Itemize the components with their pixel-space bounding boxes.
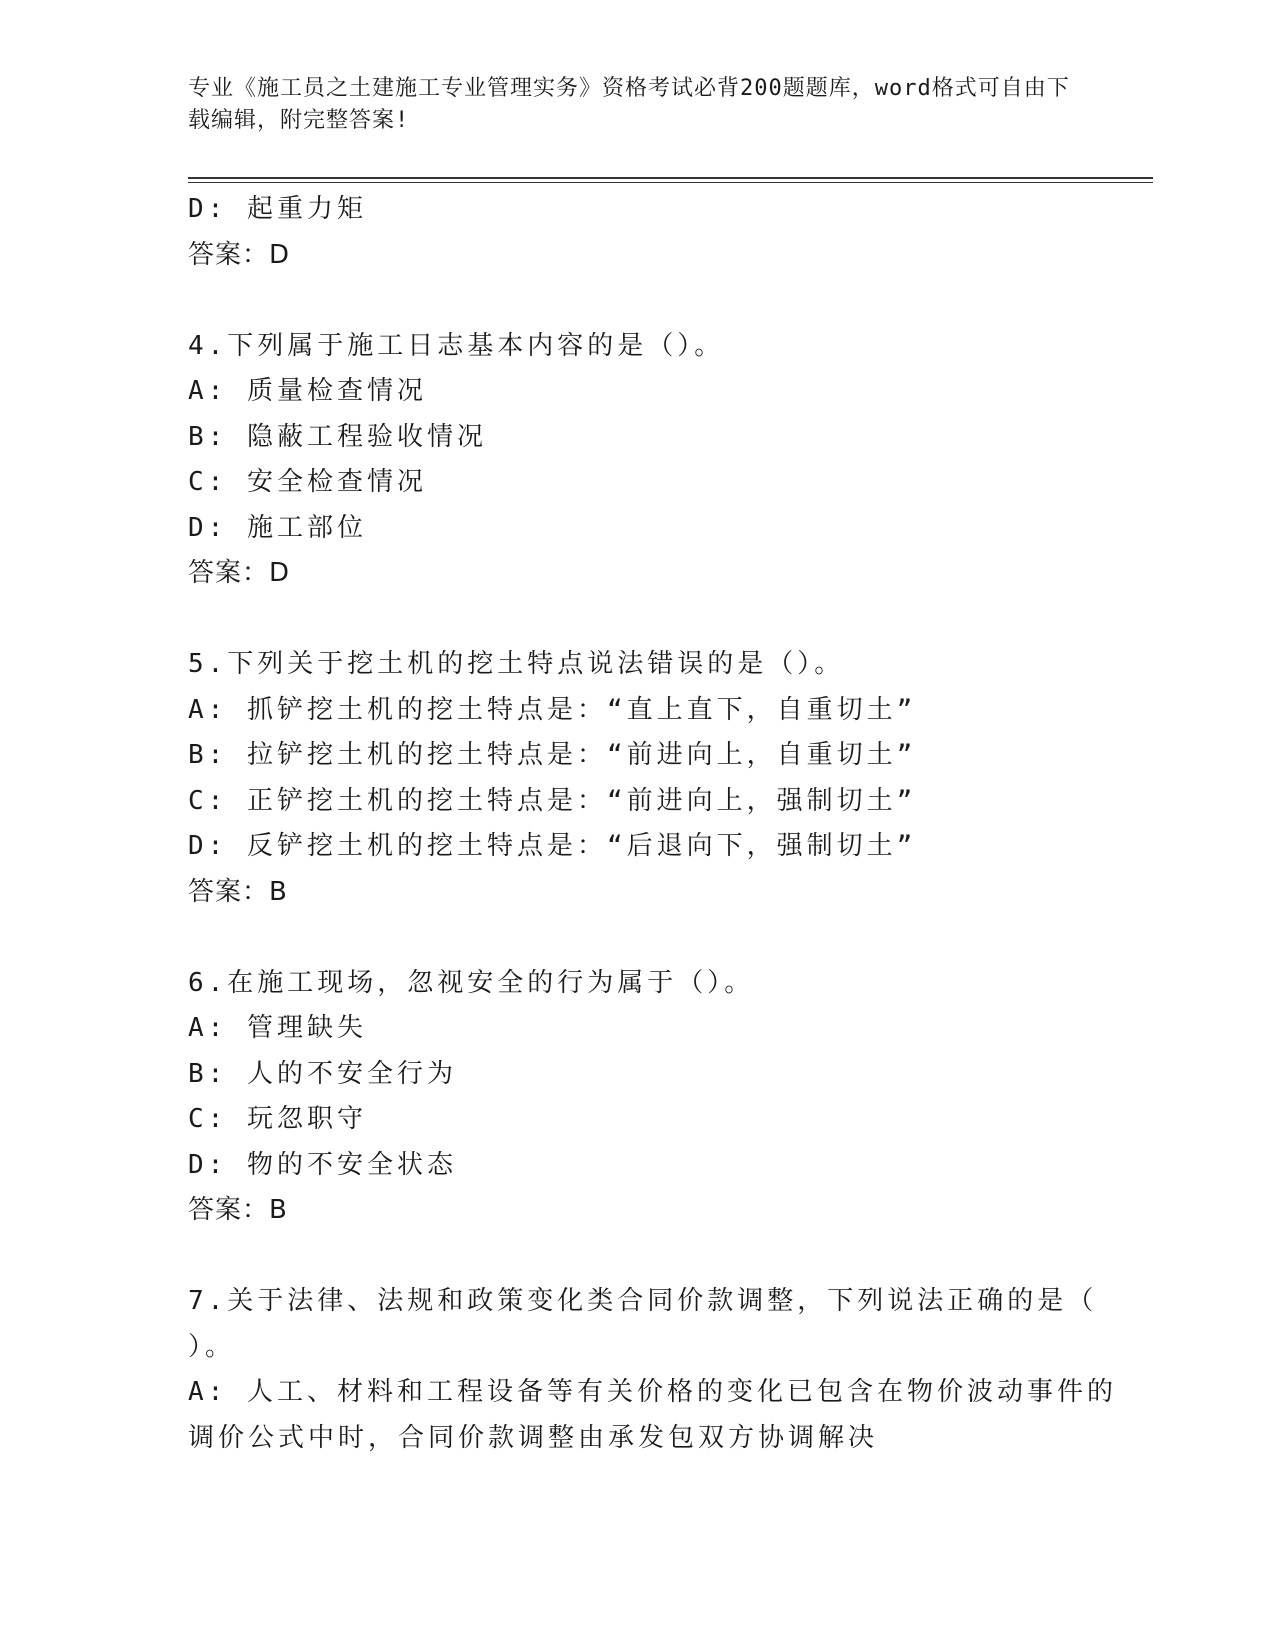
question-7 [188, 1279, 1117, 1461]
option-d: D: 起重力矩 [188, 194, 367, 224]
option-a: A: 管理缺失 [188, 1013, 367, 1043]
option-b: B: 隐蔽工程验收情况 [188, 421, 487, 452]
option-a: A: 质量检查情况 [188, 376, 427, 406]
option-b: B: 人的不安全行为 [188, 1058, 457, 1089]
spacer [188, 915, 1068, 961]
spacer [188, 278, 1068, 324]
document-body [188, 187, 1117, 1461]
option-c: C: 正铲挖土机的挖土特点是：“前进向上，强制切土” [188, 785, 917, 816]
document-header [188, 73, 1078, 137]
question-stem: 5.下列关于挖土机的挖土特点说法错误的是（）。 [188, 649, 845, 679]
header-title: 专业《施工员之土建施工专业管理实务》资格考试必背200题题库，word格式可自由下载编辑，附完整答案! [188, 76, 1070, 133]
option-d: D: 施工部位 [188, 512, 367, 543]
option-d: D: 反铲挖土机的挖土特点是：“后退向下，强制切土” [188, 831, 917, 861]
option-a: A: 抓铲挖土机的挖土特点是：“直上直下，自重切土” [188, 694, 917, 725]
question-4 [188, 324, 1068, 597]
option-c: C: 玩忽职守 [188, 1104, 367, 1134]
option-c: C: 安全检查情况 [188, 467, 427, 497]
option-a-line-2: 调价公式中时，合同价款调整由承发包双方协调解决 [188, 1422, 879, 1453]
question-stem: 4.下列属于施工日志基本内容的是（）。 [188, 330, 725, 361]
question-stem-line-1: 7.关于法律、法规和政策变化类合同价款调整，下列说法正确的是（ [188, 1286, 1098, 1316]
answer-line: 答案：D [188, 239, 291, 270]
answer-line: 答案：B [188, 1195, 288, 1225]
answer-line: 答案：B [188, 876, 288, 907]
question-stem-line-2: ）。 [188, 1331, 236, 1362]
spacer [188, 1234, 1068, 1280]
header-divider [188, 177, 1153, 183]
answer-line: 答案：D [188, 558, 291, 588]
option-b: B: 拉铲挖土机的挖土特点是：“前进向上，自重切土” [188, 740, 917, 770]
question-5 [188, 642, 1068, 915]
option-d: D: 物的不安全状态 [188, 1149, 457, 1180]
question-stem: 6.在施工现场，忽视安全的行为属于（）。 [188, 967, 755, 998]
spacer [188, 597, 1068, 643]
question-fragment-3 [188, 187, 1068, 278]
question-6 [188, 961, 1068, 1234]
option-a-line-1: A: 人工、材料和工程设备等有关价格的变化已包含在物价波动事件的 [188, 1377, 1117, 1407]
